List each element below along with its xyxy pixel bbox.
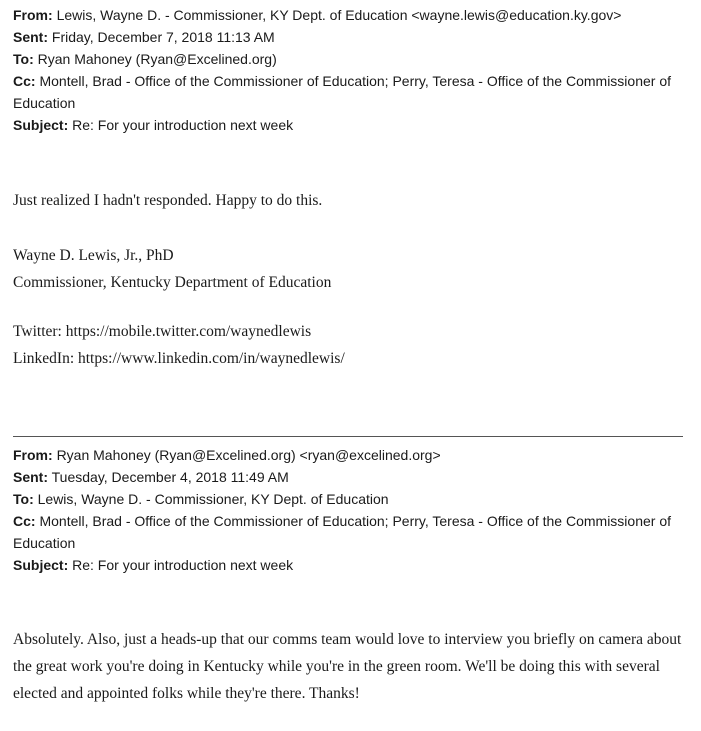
signature-block [0,242,693,296]
subject-value: Re: For your introduction next week [72,117,294,133]
sent-line [13,26,693,48]
signature-name: Wayne D. Lewis, Jr., PhD [13,247,174,264]
message2-body: Absolutely. Also, just a heads-up that our comms team would love to interview you briefly on camera about the great work you're doing in Kentucky while you're in the green room. We'll be doing this with several elected and appointed folks while they're there. Thanks! [13,631,682,702]
subject-label: Subject: [13,117,69,133]
twitter-link[interactable]: Twitter: https://mobile.twitter.com/waynedlewis [13,323,312,340]
sent-value: Tuesday, December 4, 2018 11:49 AM [51,469,289,485]
sent-label: Sent: [13,469,48,485]
cc-line [13,510,693,554]
linkedin-link[interactable]: LinkedIn: https://www.linkedin.com/in/waynedlewis/ [13,350,345,367]
to-value: Ryan Mahoney (Ryan@Excelined.org) [37,51,277,67]
cc-value: Montell, Brad - Office of the Commissioner of Education; Perry, Teresa - Office of the Commissioner of Education [13,513,672,551]
message-divider [13,436,683,437]
message2-header [0,444,693,576]
sent-value: Friday, December 7, 2018 11:13 AM [51,29,275,45]
sent-line [13,466,693,488]
from-value: Lewis, Wayne D. - Commissioner, KY Dept. of Education <wayne.lewis@education.ky.gov> [56,7,622,23]
from-value: Ryan Mahoney (Ryan@Excelined.org) <ryan@excelined.org> [56,447,441,463]
message1-body: Just realized I hadn't responded. Happy to do this. [13,192,323,209]
from-label: From: [13,7,53,23]
cc-line [13,70,693,114]
cc-label: Cc: [13,73,36,89]
from-label: From: [13,447,53,463]
sent-label: Sent: [13,29,48,45]
to-value: Lewis, Wayne D. - Commissioner, KY Dept. of Education [37,491,389,507]
subject-line [13,554,693,576]
from-line [13,444,693,466]
social-links [0,318,693,372]
message1-header [0,4,693,136]
subject-line [13,114,693,136]
signature-title: Commissioner, Kentucky Department of Education [13,274,332,291]
cc-label: Cc: [13,513,36,529]
to-line [13,48,693,70]
cc-value: Montell, Brad - Office of the Commissioner of Education; Perry, Teresa - Office of the Commissioner of Education [13,73,672,111]
subject-value: Re: For your introduction next week [72,557,294,573]
subject-label: Subject: [13,557,69,573]
to-label: To: [13,491,34,507]
to-line [13,488,693,510]
to-label: To: [13,51,34,67]
from-line [13,4,693,26]
